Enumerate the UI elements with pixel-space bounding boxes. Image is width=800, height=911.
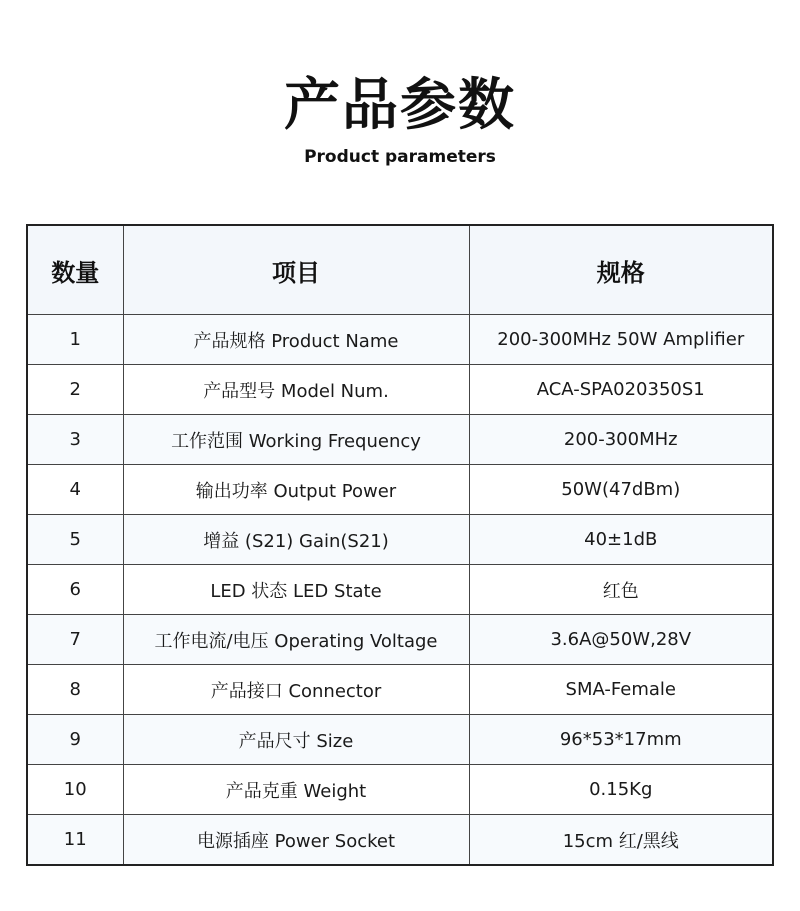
table-row <box>27 415 773 465</box>
row-number: 4 <box>27 465 123 515</box>
row-spec: ACA-SPA020350S1 <box>469 365 773 415</box>
column-header-quantity: 数量 <box>27 225 123 315</box>
row-number: 7 <box>27 615 123 665</box>
row-number: 8 <box>27 665 123 715</box>
row-item: 产品克重 Weight <box>123 765 469 815</box>
row-item: 增益 (S21) Gain(S21) <box>123 515 469 565</box>
table-row <box>27 515 773 565</box>
parameters-table <box>26 224 774 866</box>
row-item: 工作电流/电压 Operating Voltage <box>123 615 469 665</box>
row-number: 1 <box>27 315 123 365</box>
table-row <box>27 615 773 665</box>
row-item: 产品接口 Connector <box>123 665 469 715</box>
row-number: 2 <box>27 365 123 415</box>
row-item: 产品型号 Model Num. <box>123 365 469 415</box>
row-spec: 0.15Kg <box>469 765 773 815</box>
row-spec: 200-300MHz <box>469 415 773 465</box>
row-spec: 红色 <box>469 565 773 615</box>
row-number: 10 <box>27 765 123 815</box>
row-spec: SMA-Female <box>469 665 773 715</box>
row-spec: 3.6A@50W,28V <box>469 615 773 665</box>
row-item: 产品规格 Product Name <box>123 315 469 365</box>
table-row <box>27 765 773 815</box>
row-number: 11 <box>27 815 123 866</box>
page-subtitle: Product parameters <box>304 147 496 167</box>
table-row <box>27 465 773 515</box>
table-row <box>27 315 773 365</box>
row-item: 产品尺寸 Size <box>123 715 469 765</box>
row-item: LED 状态 LED State <box>123 565 469 615</box>
row-number: 3 <box>27 415 123 465</box>
table-row <box>27 665 773 715</box>
column-header-item: 项目 <box>123 225 469 315</box>
row-spec: 96*53*17mm <box>469 715 773 765</box>
table-row <box>27 365 773 415</box>
row-number: 9 <box>27 715 123 765</box>
row-spec: 15cm 红/黑线 <box>469 815 773 866</box>
row-spec: 200-300MHz 50W Amplifier <box>469 315 773 365</box>
table-row <box>27 815 773 866</box>
row-spec: 50W(47dBm) <box>469 465 773 515</box>
row-number: 6 <box>27 565 123 615</box>
row-spec: 40±1dB <box>469 515 773 565</box>
table-row <box>27 715 773 765</box>
row-item: 输出功率 Output Power <box>123 465 469 515</box>
row-item: 电源插座 Power Socket <box>123 815 469 866</box>
page-title: 产品参数 <box>284 73 516 138</box>
column-header-spec: 规格 <box>469 225 773 315</box>
row-number: 5 <box>27 515 123 565</box>
table-header-row <box>27 225 773 315</box>
table-row <box>27 565 773 615</box>
row-item: 工作范围 Working Frequency <box>123 415 469 465</box>
